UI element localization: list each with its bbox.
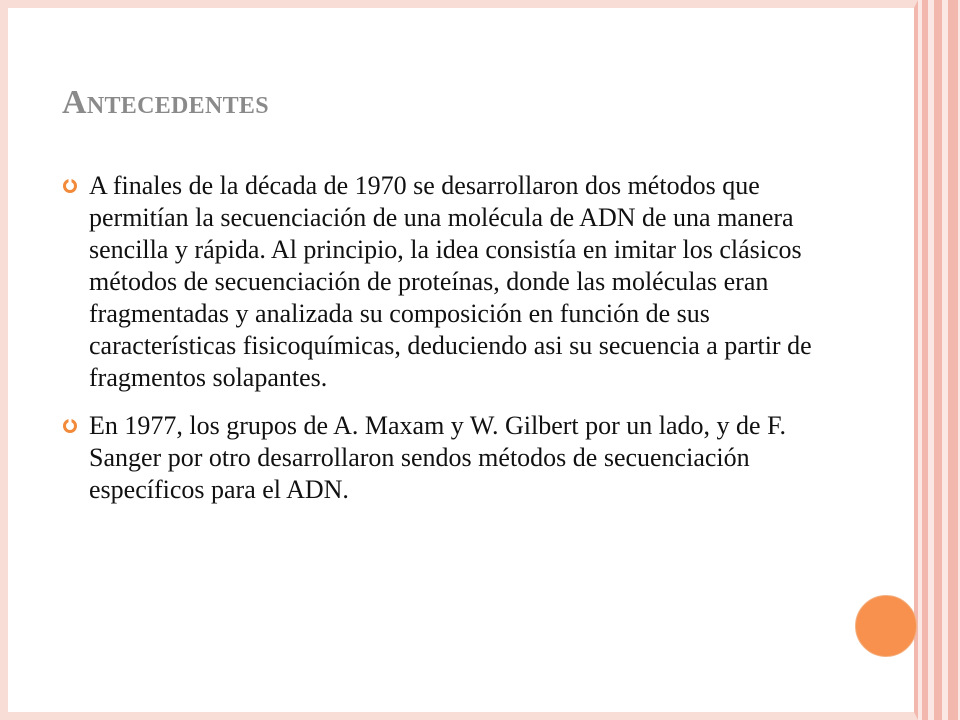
bullet-item (62, 170, 842, 394)
decorative-orange-circle (855, 595, 917, 657)
bullet-text: A finales de la década de 1970 se desarrollaron dos métodos que permitían la secuenciación de una molécula de ADN de una manera sencilla y rápida. Al principio, la idea consistía en imitar los clásicos métodos de secuenciación de proteínas, donde las moléculas eran fragmentadas y analizada su composición en función de sus características fisicoquímicas, deduciendo asi su secuencia a partir de fragmentos solapantes. (89, 171, 812, 392)
bullet-item (62, 410, 842, 506)
decorative-stripe (934, 0, 942, 720)
decorative-stripe (948, 0, 958, 720)
bullet-text: En 1977, los grupos de A. Maxam y W. Gilbert por un lado, y de F. Sanger por otro desarrollaron sendos métodos de secuenciación específicos para el ADN. (89, 411, 786, 504)
right-decorative-stripes (918, 0, 960, 720)
decorative-stripe (922, 0, 928, 720)
slide-title: Antecedentes (62, 84, 269, 121)
bullet-icon (62, 418, 78, 434)
slide-content (62, 170, 842, 506)
bullet-icon (62, 178, 78, 194)
